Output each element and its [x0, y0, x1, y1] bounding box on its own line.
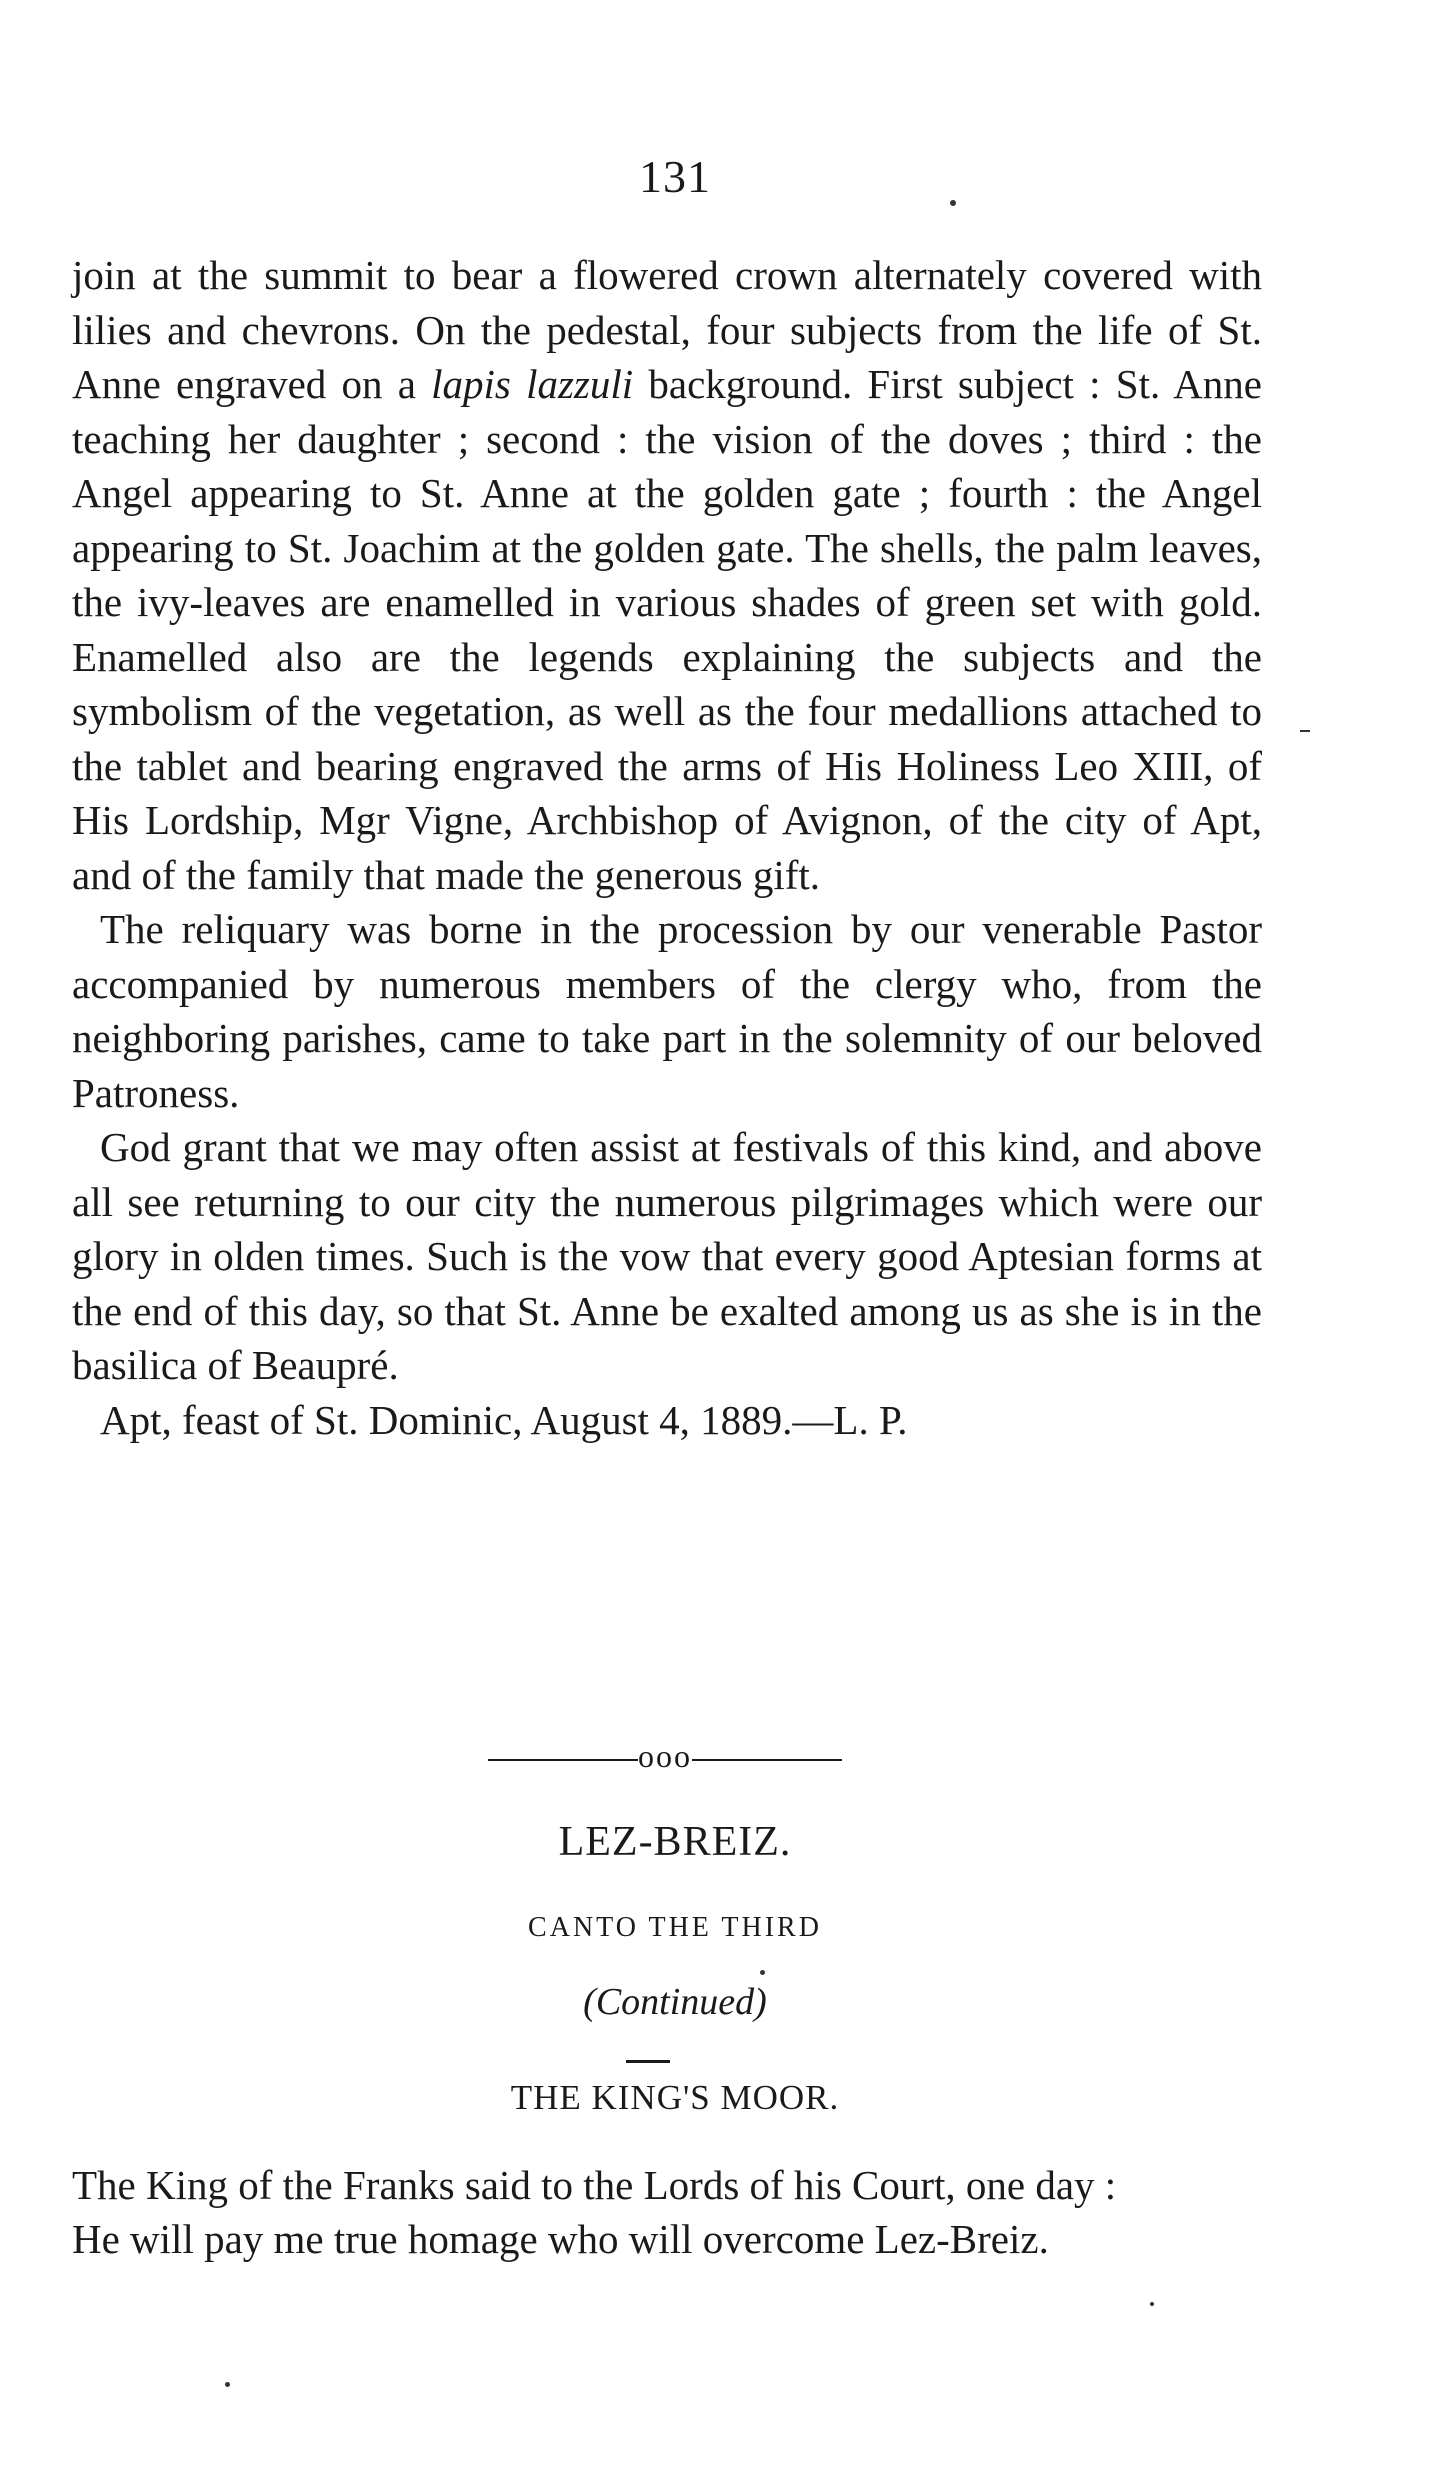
verse-line: The King of the Franks said to the Lords of his Court, one day : [72, 2162, 1117, 2208]
scan-speck [950, 200, 956, 206]
canto-heading: CANTO THE THIRD [528, 1912, 822, 1943]
scan-speck [1300, 730, 1310, 732]
subsection-title: THE KING'S MOOR. [510, 2078, 840, 2117]
paragraph-prayer: God grant that we may often assist at festivals of this kind, and above all see returning to our city the numerous pilgrimages which were our glory in olden times. Such is the vow that every good Aptesian forms at the end of this day, so that St. Anne be exalted among us as she is in the basilica of Beaupré. [72, 1124, 1262, 1388]
scan-speck [1150, 2302, 1154, 2306]
verse-line: He will pay me true homage who will overcome Lez-Breiz. [72, 2216, 1049, 2262]
scan-speck [225, 2382, 230, 2387]
page-number: 131 [639, 151, 711, 202]
verse-block [72, 2158, 1262, 2266]
section-title: LEZ-BREIZ. [558, 1819, 792, 1865]
section-separator [0, 1738, 1330, 1775]
paragraph-reliquary-description [72, 248, 1262, 902]
italic-phrase: lapis lazzuli [431, 361, 634, 407]
continued-label: (Continued) [583, 1981, 767, 2023]
separator-rule-left [488, 1759, 638, 1761]
paragraph-text-part: join at the summit to bear a flowered crown alternately covered with lilies and chevrons. On the pedestal, four subjects from the life of St. Anne engraved on a [72, 252, 1262, 407]
separator-ornament: ooo [638, 1738, 692, 1774]
article-body [72, 248, 1262, 1447]
separator-rule-right [692, 1759, 842, 1761]
paragraph-procession: The reliquary was borne in the procession by our venerable Pastor accompanied by numerous members of the clergy who, from the neighboring parishes, came to take part in the solemnity of our beloved Patroness. [72, 906, 1262, 1116]
signature-line: Apt, feast of St. Dominic, August 4, 1889.—L. P. [100, 1396, 908, 1443]
paragraph-text-part: background. First subject : St. Anne teaching her daughter ; second : the vision of the doves ; third : the Angel appearing to St. Anne at the golden gate ; fourth : the Angel appearing to St. Joachim at the golden gate. The shells, the palm leaves, the ivy-leaves are enamelled in various shades of green set with gold. Enamelled also are the legends explaining the subjects and the symbolism of the vegetation, as well as the four medallions attached to the tablet and bearing engraved the arms of His Holiness Leo XIII, of His Lordship, Mgr Vigne, Archbishop of Avignon, of the city of Apt, and of the family that made the generous gift. [72, 361, 1262, 898]
short-divider [626, 2060, 670, 2063]
scan-speck [760, 1970, 765, 1975]
